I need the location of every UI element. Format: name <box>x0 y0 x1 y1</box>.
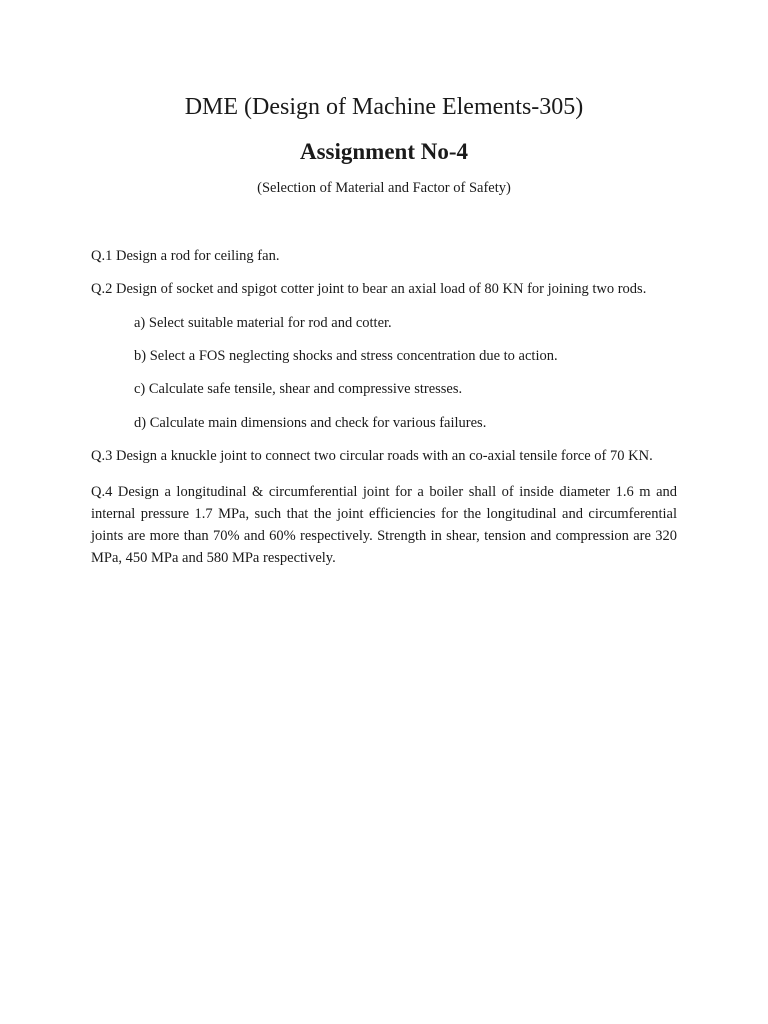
question-2-part-b: b) Select a FOS neglecting shocks and stress concentration due to action. <box>134 348 558 364</box>
question-2-part-d: d) Calculate main dimensions and check for various failures. <box>134 415 487 431</box>
question-2-part-c: c) Calculate safe tensile, shear and compressive stresses. <box>134 381 463 397</box>
question-1: Q.1 Design a rod for ceiling fan. <box>91 248 280 264</box>
assignment-subtitle: (Selection of Material and Factor of Safety) <box>257 180 511 196</box>
question-4: Q.4 Design a longitudinal & circumferential joint for a boiler shall of inside diameter 1.6 m and internal pressure 1.7 MPa, such that the joint efficiencies for the longitudinal and circumferential joints are more than 70% and 60% respectively. Strength in shear, tension and compression are 320 MPa, 450 MPa and 580 MPa respectively. <box>91 484 677 566</box>
assignment-title: Assignment No-4 <box>299 139 469 164</box>
question-3: Q.3 Design a knuckle joint to connect two circular roads with an co-axial tensile force of 70 KN. <box>91 448 653 464</box>
question-2: Q.2 Design of socket and spigot cotter joint to bear an axial load of 80 KN for joining two rods. <box>91 281 647 297</box>
question-2-part-a: a) Select suitable material for rod and cotter. <box>134 315 392 331</box>
course-title: DME (Design of Machine Elements-305) <box>184 94 584 120</box>
